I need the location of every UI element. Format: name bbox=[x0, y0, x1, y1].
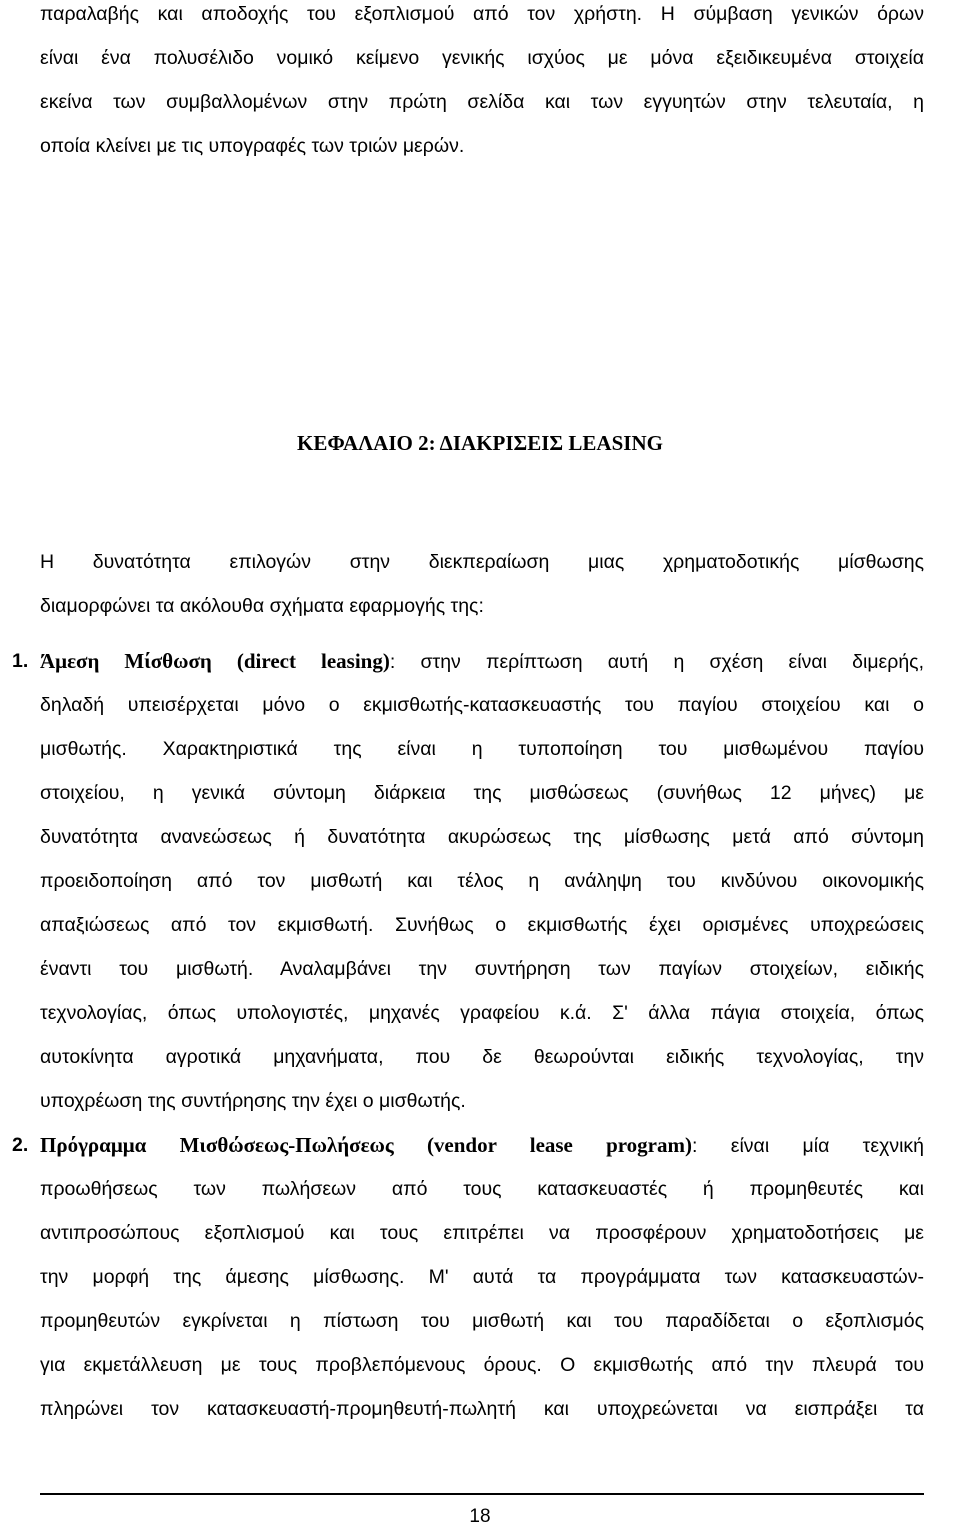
list-item-line: στοιχείου, η γενικά σύντομη διάρκεια της μισθώσεως (συνήθως 12 μήνες) με bbox=[40, 782, 924, 804]
body-line: οποία κλείνει με τις υπογραφές των τριών μερών. bbox=[40, 135, 465, 157]
list-item-line: έναντι του μισθωτή. Αναλαμβάνει την συντήρηση των παγίων στοιχείων, ειδικής bbox=[40, 958, 924, 980]
page-number: 18 bbox=[469, 1506, 491, 1527]
footer-rule bbox=[40, 1493, 924, 1495]
list-item-term: Πρόγραμμα Μισθώσεως-Πωλήσεως (vendor lease program) bbox=[40, 1133, 692, 1157]
list-item-line: απαξιώσεως από τον εκμισθωτή. Συνήθως ο εκμισθωτής έχει ορισμένες υποχρεώσεις bbox=[40, 914, 924, 936]
list-item-line: την μορφή της άμεσης μίσθωσης. Μ' αυτά τα προγράμματα των κατασκευαστών- bbox=[40, 1266, 924, 1288]
list-item-line: δυνατότητα ανανεώσεως ή δυνατότητα ακυρώσεως της μίσθωσης μετά από σύντομη bbox=[40, 826, 924, 848]
list-item-first-line bbox=[40, 1133, 924, 1158]
list-item-line: πληρώνει τον κατασκευαστή-προμηθευτή-πωλητή και υποχρεώνεται να εισπράξει τα bbox=[40, 1398, 924, 1420]
list-item-line: προειδοποίηση από τον μισθωτή και τέλος η ανάληψη του κινδύνου οικονομικής bbox=[40, 870, 924, 892]
body-line: παραλαβής και αποδοχής του εξοπλισμού από τον χρήστη. Η σύμβαση γενικών όρων bbox=[40, 3, 924, 25]
list-item-line: για εκμετάλλευση με τους προβλεπόμενους όρους. Ο εκμισθωτής από την πλευρά του bbox=[40, 1354, 924, 1376]
list-item-line: δηλαδή υπεισέρχεται μόνο ο εκμισθωτής-κατασκευαστής του παγίου στοιχείου και ο bbox=[40, 694, 924, 716]
chapter-heading: ΚΕΦΑΛΑΙΟ 2: ΔΙΑΚΡΙΣΕΙΣ LEASING bbox=[297, 431, 663, 455]
list-number: 1. bbox=[12, 650, 29, 672]
list-item-first-line bbox=[40, 649, 924, 674]
list-number: 2. bbox=[12, 1134, 29, 1156]
body-line: είναι ένα πολυσέλιδο νομικό κείμενο γενικής ισχύος με μόνα εξειδικευμένα στοιχεία bbox=[40, 47, 924, 69]
list-item-line: μισθωτής. Χαρακτηριστικά της είναι η τυποποίηση του μισθωμένου παγίου bbox=[40, 738, 924, 760]
list-item-line: προωθήσεως των πωλήσεων από τους κατασκευαστές ή προμηθευτές και bbox=[40, 1178, 924, 1200]
list-item-line: τεχνολογίας, όπως υπολογιστές, μηχανές γραφείου κ.ά. Σ' άλλα πάγια στοιχεία, όπως bbox=[40, 1002, 924, 1024]
list-item-text: : είναι μία τεχνική bbox=[692, 1135, 924, 1157]
list-item-line: υποχρέωση της συντήρησης την έχει ο μισθωτής. bbox=[40, 1090, 466, 1112]
list-item-line: αυτοκίνητα αγροτικά μηχανήματα, που δε θεωρούνται ειδικής τεχνολογίας, την bbox=[40, 1046, 924, 1068]
intro-line: Η δυνατότητα επιλογών στην διεκπεραίωση μιας χρηματοδοτικής μίσθωσης bbox=[40, 551, 924, 573]
list-item-line: προμηθευτών εγκρίνεται η πίστωση του μισθωτή και του παραδίδεται ο εξοπλισμός bbox=[40, 1310, 924, 1332]
list-item-line: αντιπροσώπους εξοπλισμού και τους επιτρέπει να προσφέρουν χρηματοδοτήσεις με bbox=[40, 1222, 924, 1244]
list-item-text: : στην περίπτωση αυτή η σχέση είναι διμερής, bbox=[389, 651, 925, 673]
list-item-term: Άμεση Μίσθωση (direct leasing) bbox=[40, 649, 390, 673]
body-line: εκείνα των συμβαλλομένων στην πρώτη σελίδα και των εγγυητών στην τελευταία, η bbox=[40, 91, 924, 113]
intro-line: διαμορφώνει τα ακόλουθα σχήματα εφαρμογής της: bbox=[40, 595, 484, 617]
